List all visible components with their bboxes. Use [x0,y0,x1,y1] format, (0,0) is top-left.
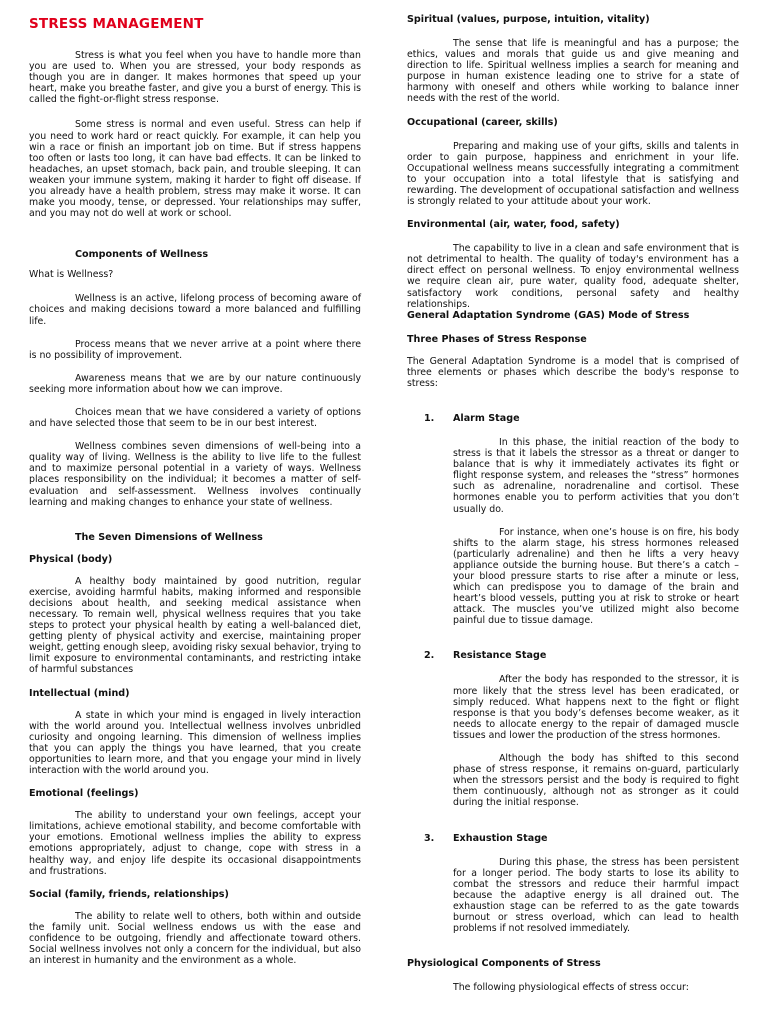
components-heading: Components of Wellness [75,249,209,261]
environmental-paragraph: The capability to live in a clean and safe environment that is not detrimental to health. The quality of today's environment has a direct effect on personal wellness. To enjoy environmental wellness we require clean air, pure water, quality food, adequate shelter, satisfactory work conditions, personal safety and healthy relationships. [407,243,739,310]
resistance-stage-heading: Resistance Stage [453,650,547,662]
wellness-definition: Wellness is an active, lifelong process of becoming aware of choices and making decisions toward a more balanced and fulfilling life. [29,293,361,327]
three-phases-heading: Three Phases of Stress Response [407,333,587,345]
document-title: STRESS MANAGEMENT [29,16,204,32]
physical-heading: Physical (body) [29,553,113,565]
exhaustion-stage-number: 3. [424,832,435,844]
occupational-heading: Occupational (career, skills) [407,116,558,128]
physical-paragraph: A healthy body maintained by good nutrition, regular exercise, avoiding harmful habits, making informed and responsible decisions about health, and seeking medical assistance when necessary. To remain well, physical wellness requires that you take steps to protect your physical health by eating a well-balanced diet, getting plenty of physical activity and exercise, maintaining proper weight, getting enough sleep, avoiding risky sexual behavior, trying to limit exposure to environmental contaminants, and restricting intake of harmful substances [29,575,361,676]
exhaustion-stage-section [407,833,739,935]
alarm-paragraph-2: For instance, when one’s house is on fire, his body shifts to the alarm stage, his stress hormones released (particularly adrenaline) and then he lifts a very heavy appliance outside the burning house. But there’s a catch – your blood pressure starts to rise after a minute or less, which can predispose you to damage of the brain and heart’s blood vessels, putting you at risk to stroke or heart attack. The muscles you’ve utilized might also become painful due to tissue damage. [453,526,739,627]
resistance-stage-section [407,650,739,808]
awareness-definition: Awareness means that we are by our nature continuously seeking more information about how we can improve. [29,372,361,395]
intellectual-paragraph: A state in which your mind is engaged in lively interaction with the world around you. Intellectual wellness involves unbridled curiosity and ongoing learning. This dimension of wellness implies that you can apply the things you have learned, that you create opportunities to learn more, and that you engage your mind in lively interaction with the world around you. [29,709,361,777]
alarm-stage-heading: Alarm Stage [453,412,520,424]
intro-paragraph-2: Some stress is normal and even useful. Stress can help if you need to work hard or react quickly. For example, it can help you win a race or finish an important job on time. But if stress happens too often or lasts too long, it can have bad effects. It can be linked to headaches, an upset stomach, back pain, and trouble sleeping. It can weaken your immune system, making it harder to fight off disease. If you already have a health problem, stress may make it worse. It can make you moody, tense, or depressed. Your relationships may suffer, and you may not do well at work or school. [29,119,361,220]
choices-definition: Choices mean that we have considered a variety of options and have selected those that seem to be in our best interest. [29,406,361,430]
social-heading: Social (family, friends, relationships) [29,888,229,900]
resistance-paragraph-2: Although the body has shifted to this second phase of stress response, it remains on-guard, particularly when the stressors persist and the body is required to fight them continuously, although not as stronger as it could during the initial response. [453,753,739,809]
spiritual-heading: Spiritual (values, purpose, intuition, vitality) [407,14,650,25]
exhaustion-paragraph: During this phase, the stress has been persistent for a longer period. The body starts to lose its ability to combat the stressors and reduce their harmful impact because the adaptive energy is all drained out. The exhaustion stage can be referred to as the gate towards burnout or stress overload, which can lead to health problems if not resolved immediately. [453,856,739,935]
intellectual-heading: Intellectual (mind) [29,687,130,699]
occupational-paragraph: Preparing and making use of your gifts, skills and talents in order to gain purpose, happiness and enrichment in your life. Occupational wellness means successfully integrating a commitment to your occupation into a total lifestyle that is satisfying and rewarding. The development of occupational satisfaction and wellness is strongly related to your attitude about your work. [407,140,739,208]
emotional-paragraph: The ability to understand your own feelings, accept your limitations, achieve emotional stability, and become comfortable with your emotions. Emotional wellness implies the ability to express emotions appropriately, adjust to change, cope with stress in a healthy way, and enjoy life despite its occasional disappointments and frustrations. [29,810,361,877]
resistance-paragraph-1: After the body has responded to the stressor, it is more likely that the stress level has been eradicated, or simply reduced. What happens next to the fight or flight response is that you body’s defenses become weaker, as it needs to allocate energy to the repair of damaged muscle tissues and lower the production of the stress hormones. [453,674,739,741]
gas-intro-paragraph: The General Adaptation Syndrome is a model that is comprised of three elements or phases which describe the body's response to stress: [407,355,739,389]
physiological-intro: The following physiological effects of stress occur: [453,982,689,994]
alarm-stage-section [407,413,739,627]
alarm-stage-number: 1. [424,412,435,424]
exhaustion-stage-heading: Exhaustion Stage [453,832,548,844]
wellness-combines-paragraph: Wellness combines seven dimensions of well-being into a quality way of living. Wellness is the ability to live life to the fullest and to maximize personal potential in a variety of ways. Wellness places responsibility on the individual; it becomes a matter of self-evaluation and self-assessment. Wellness involves continually learning and making changes to enhance your state of wellness. [29,441,361,508]
resistance-stage-number: 2. [424,650,435,662]
what-is-wellness-label: What is Wellness? [29,269,114,281]
physiological-heading: Physiological Components of Stress [407,958,601,970]
right-column [407,14,739,993]
emotional-heading: Emotional (feelings) [29,788,139,800]
alarm-paragraph-1: In this phase, the initial reaction of the body to stress is that it labels the stressor as a threat or danger to balance that is why it immediately activates its fight or flight response system, and releases the “stress” hormones such as adrenaline, noradrenaline and cortisol. These hormones enable you to perform activities that you don’t usually do. [453,436,739,515]
intro-paragraph-1: Stress is what you feel when you have to handle more than you are used to. When you are stressed, your body responds as though you are in danger. It makes hormones that speed up your heart, make you breathe faster, and give you a burst of energy. This is called the fight-or-flight stress response. [29,50,361,106]
gas-heading: General Adaptation Syndrome (GAS) Mode of Stress [407,309,690,321]
social-paragraph: The ability to relate well to others, both within and outside the family unit. Social wellness endows us with the ease and confidence to be outgoing, friendly and affectionate toward others. Social wellness involves not only a concern for the individual, but also an interest in humanity and the environment as a whole. [29,910,361,967]
seven-dimensions-heading: The Seven Dimensions of Wellness [75,531,263,543]
environmental-heading: Environmental (air, water, food, safety) [407,219,620,231]
left-column [29,14,361,966]
process-definition: Process means that we never arrive at a point where there is no possibility of improvement. [29,338,361,361]
spiritual-paragraph: The sense that life is meaningful and has a purpose; the ethics, values and morals that guide us and give meaning and direction to life. Spiritual wellness implies a search for meaning and purpose in human existence leading one to strive for a state of harmony with oneself and others while working to balance inner needs with the rest of the world. [407,38,739,105]
